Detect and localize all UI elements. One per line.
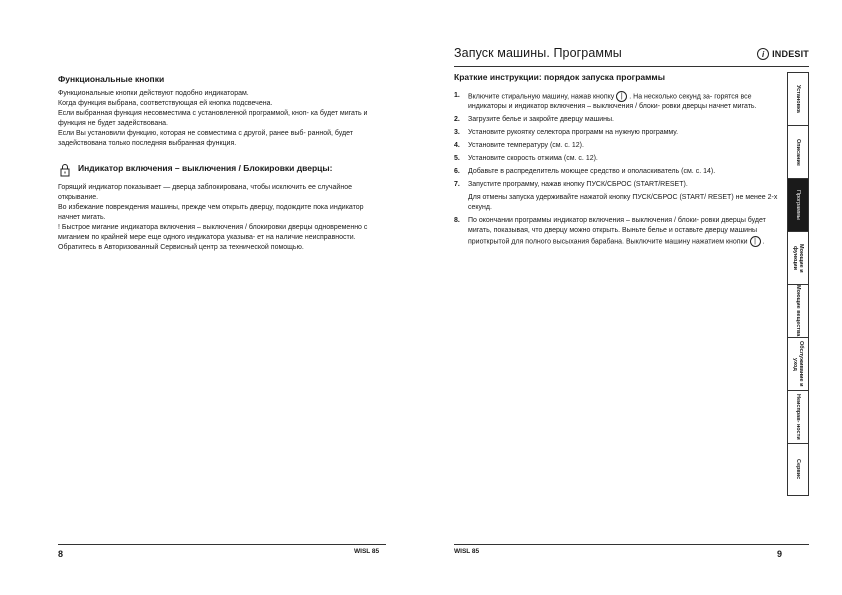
step-text — [468, 91, 784, 112]
step-item — [454, 167, 784, 177]
tab-programs[interactable] — [787, 178, 809, 231]
step-number: 6. — [454, 168, 460, 176]
step-text: Загрузите белье и закройте дверцу машины. — [468, 116, 614, 124]
step-number: 1. — [454, 92, 460, 99]
brand-mark-icon: i — [757, 48, 769, 60]
page-header — [454, 44, 809, 66]
brand-logo — [757, 48, 809, 60]
tab-troubleshooting[interactable] — [787, 390, 809, 443]
paragraph: Во избежание повреждения машины, прежде чем открыть дверцу, подождите пока индикатор начнет мигать. — [58, 204, 364, 221]
step-item — [454, 128, 784, 138]
power-button-icon: | — [750, 236, 761, 247]
door-lock-heading — [58, 163, 386, 177]
tab-label: Моющие вещества — [795, 285, 801, 337]
step-item — [454, 91, 784, 112]
tab-description[interactable] — [787, 125, 809, 178]
step-item — [454, 180, 784, 213]
step-extra-text: Для отмены запуска удерживайте нажатой кнопку ПУСК/СБРОС (START/ RESET) не менее 2-х секунд. — [468, 194, 778, 212]
steps-list — [454, 91, 784, 248]
page-number: 9 — [777, 549, 783, 559]
tab-label: Сервис — [795, 459, 801, 480]
header-rule — [454, 66, 809, 67]
tab-label: Обслуживание и уход — [792, 341, 804, 387]
step-number: 8. — [454, 217, 460, 225]
brand-name: INDESIT — [772, 49, 809, 59]
step-item — [454, 216, 784, 247]
paragraph: Функциональные кнопки действуют подобно индикаторам. — [58, 90, 249, 97]
right-page-content — [454, 72, 784, 251]
step-text: Установите скорость отжима (см. с. 12). — [468, 155, 598, 163]
door-lock-heading-text: Индикатор включения – выключения / Блокировки дверцы: — [78, 163, 333, 173]
page-number: 8 — [58, 549, 64, 559]
footer-rule — [58, 544, 386, 545]
step-number: 3. — [454, 129, 460, 137]
tab-detergents[interactable] — [787, 284, 809, 337]
step-text-part: Запустите программу, нажав кнопку ПУСК/СБРОС (START/RESET). — [468, 181, 688, 189]
model-label: WISL 85 — [354, 548, 380, 555]
power-button-icon: | — [616, 91, 627, 102]
step-number: 5. — [454, 155, 460, 163]
model-label: WISL 85 — [454, 548, 480, 555]
tab-service[interactable] — [787, 443, 809, 496]
tab-label: Описание — [795, 138, 801, 166]
step-item — [454, 115, 784, 125]
step-number: 4. — [454, 142, 460, 150]
step-text — [468, 180, 784, 213]
page-title: Запуск машины. Программы — [454, 46, 622, 60]
paragraph: ! Быстрое мигание индикатора включения – выключения / блокировки дверцы одновременно с миганием по крайней мере еще одного индикатора указыва- ет на наличие неисправности. Обратитесь в Авторизованный Сервисный центр за технической помощью. — [58, 224, 368, 251]
paragraph: Горящий индикатор показывает — дверца заблокирована, чтобы исключить ее случайное открывание. — [58, 184, 352, 201]
section-subtitle: Краткие инструкции: порядок запуска программы — [454, 72, 665, 82]
tab-maintenance[interactable] — [787, 337, 809, 390]
tab-label: Моющие и функции — [792, 243, 804, 273]
step-item — [454, 154, 784, 164]
section-title-function-buttons: Функциональные кнопки — [58, 74, 165, 84]
tab-label: Неисправ- ности — [795, 394, 801, 440]
tab-detergents-functions[interactable] — [787, 231, 809, 284]
step-item — [454, 141, 784, 151]
tab-label: Программы — [795, 190, 801, 220]
step-text: По окончании программы индикатор включения – выключения / блоки- ровки дверцы будет мигать, показывая, что дверцу можно открыть. Выньте белье и оставьте дверцу машины приоткрытой для полного высыхания барабана. Выключите машину нажатием кнопки | . — [468, 217, 766, 246]
step-text: Добавьте в распределитель моющее средство и ополаскиватель (см. с. 14). — [468, 168, 716, 176]
right-page — [421, 0, 842, 595]
paragraph: Если Вы установили функцию, которая не совместима с другой, ранее выб- ранной, будет задействована только последняя выбранная функция. — [58, 130, 353, 147]
step-text: Установите температуру (см. с. 12). — [468, 142, 584, 150]
tab-label: Установка — [795, 85, 801, 113]
section-tabs — [787, 72, 809, 496]
paragraph: Когда функция выбрана, соответствующая ей кнопка подсвечена. — [58, 100, 273, 107]
step-text-part: Включите стиральную машину, нажав кнопку — [468, 93, 615, 101]
footer-rule — [454, 544, 809, 545]
step-text-part: . На несколько секунд за- горятся все индикаторы и индикатор включения – выключения / блоки- ровки дверцы начнет мигать. — [468, 93, 757, 111]
left-page-content — [58, 74, 386, 253]
step-number: 2. — [454, 116, 460, 124]
step-number: 7. — [454, 181, 460, 189]
paragraph: Если выбранная функция несовместима с установленной программой, кноп- ка будет мигать и функция не будет задействована. — [58, 110, 368, 127]
lock-icon — [58, 163, 72, 177]
tab-installation[interactable] — [787, 72, 809, 125]
step-text: Установите рукоятку селектора программ на нужную программу. — [468, 129, 679, 137]
step-text-part: По окончании программы индикатор включения – выключения / блоки- ровки дверцы будет мигать, показывая, что дверцу можно открыть. Выньте белье и оставьте дверцу машины приоткрытой для полного высыхания барабана. Выключите машину нажатием кнопки — [468, 217, 766, 246]
